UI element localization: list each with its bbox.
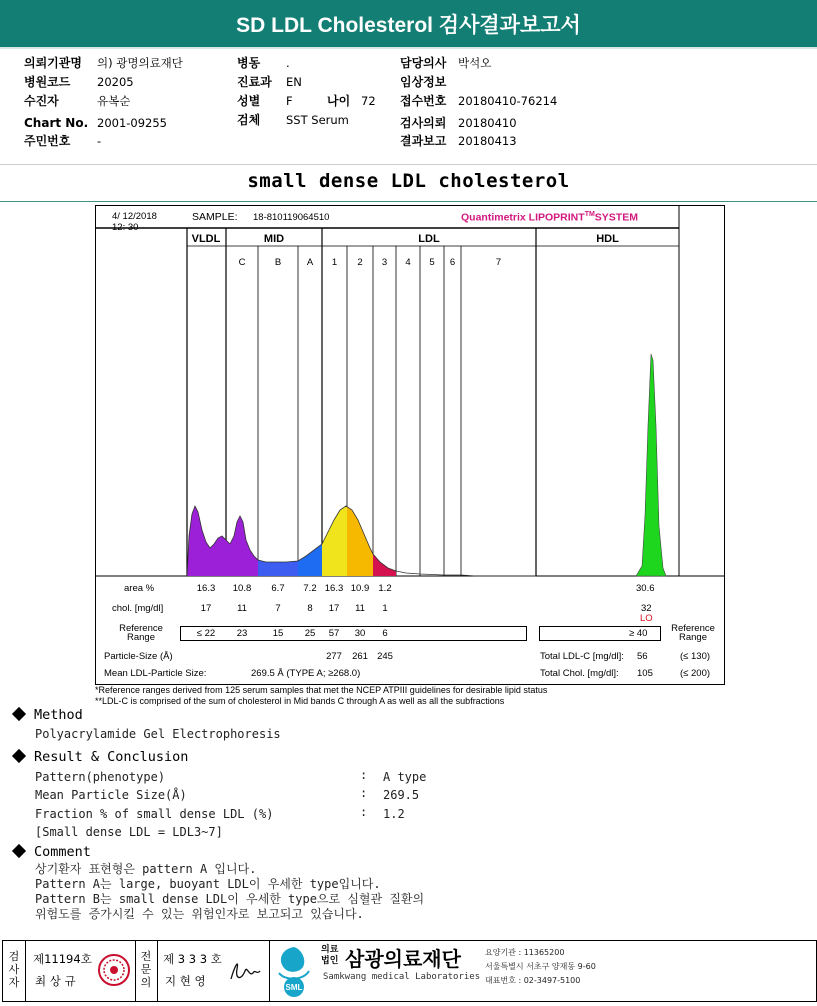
org-type-1: 의료 — [321, 945, 339, 955]
section-divider-bottom — [0, 201, 817, 202]
section-title: small dense LDL cholesterol — [247, 170, 570, 192]
method-heading-row — [14, 707, 83, 723]
info-label: 의뢰기관명 — [24, 56, 82, 70]
row-label-particle: Particle-Size (Å) — [104, 651, 173, 662]
specialist-name: 지 현 영 — [165, 974, 206, 988]
area-value: 16.3 — [324, 583, 344, 594]
info-label: 주민번호 — [24, 134, 71, 148]
ref-value: 15 — [272, 628, 284, 639]
ref-right-2: Range — [679, 632, 707, 643]
chol-value: 1 — [382, 603, 388, 614]
info-label: 성별 — [237, 94, 261, 108]
hdl-peak — [636, 354, 666, 576]
comment-text — [35, 862, 424, 922]
density-band-3 — [298, 544, 322, 576]
result-label: Fraction % of small dense LDL (%) — [35, 807, 274, 821]
specialist-cell — [157, 941, 270, 1001]
org-type-2: 법인 — [321, 956, 339, 966]
examiner-license: 제11194호 — [33, 952, 92, 966]
footnote-2: **LDL-C is comprised of the sum of cholesterol in Mid bands C through A as well as all the subfractions — [95, 696, 505, 706]
group-label-mid: MID — [263, 233, 285, 245]
info-value: SST Serum — [286, 113, 349, 127]
chol-value: 17 — [200, 603, 212, 614]
chol-hdl: 32 — [641, 603, 652, 614]
row-label-area: area % — [124, 583, 155, 594]
specialist-label: 전문의 — [140, 950, 152, 989]
result-label: Pattern(phenotype) — [35, 770, 166, 784]
comment-line: 위험도를 증가시킬 수 있는 위험인자로 보고되고 있습니다. — [35, 907, 364, 921]
result-value: 269.5 — [383, 788, 420, 802]
info-label: 임상정보 — [400, 75, 447, 89]
ref-hdl: ≥ 40 — [629, 628, 648, 639]
info-value: 20180410-76214 — [458, 94, 558, 108]
comment-line: Pattern B는 small dense LDL이 우세한 type으로 심혈관 질환의 — [35, 892, 425, 906]
footnote-1: *Reference ranges derived from 125 serum samples that met the NCEP ATPIII guidelines for desirable lipid status — [95, 685, 548, 695]
density-band-4 — [322, 506, 347, 576]
chol-value: 11 — [237, 603, 247, 614]
result-label: Mean Particle Size(Å) — [35, 788, 187, 802]
chol-value: 17 — [328, 603, 340, 614]
specialist-label-cell — [135, 941, 158, 1001]
footer-signature-block — [2, 940, 817, 1002]
result-colon: : — [360, 786, 368, 800]
info-label: 검사의뢰 — [400, 116, 447, 130]
info-value: EN — [286, 75, 302, 89]
method-heading: Method — [34, 707, 83, 723]
info-value: 20180413 — [458, 134, 517, 148]
comment-heading: Comment — [34, 844, 91, 860]
row-label-chol: chol. [mg/dl] — [112, 603, 164, 614]
result-heading-row — [14, 749, 188, 765]
examiner-seal-icon — [97, 953, 131, 987]
comment-line: 상기환자 표현형은 pattern A 입니다. — [35, 862, 257, 876]
diamond-bullet-icon — [12, 749, 26, 763]
electrophoresis-chart — [96, 206, 724, 684]
area-value: 7.2 — [303, 583, 317, 594]
band-label-6: 6 — [449, 257, 456, 268]
brand-name: Quantimetrix LIPOPRINT — [461, 211, 585, 224]
ref-value: 6 — [382, 628, 388, 639]
total-chol-label: Total Chol. [mg/dl]: — [540, 668, 619, 679]
diamond-bullet-icon — [12, 707, 26, 721]
patient-info — [0, 54, 817, 154]
org-english-name: Samkwang medical Laboratories — [323, 972, 481, 982]
comment-heading-row — [14, 844, 91, 860]
band-label-b: B — [274, 257, 282, 268]
info-label: 병원코드 — [24, 75, 71, 89]
band-label-a: A — [306, 257, 314, 268]
density-band-1 — [226, 516, 258, 576]
org-contact-1: 요양기관 : 11365200 — [485, 948, 565, 957]
result-colon: : — [360, 805, 368, 819]
total-ldl-value: 56 — [637, 651, 648, 662]
info-label: 접수번호 — [400, 94, 447, 108]
band-label-1: 1 — [331, 257, 338, 268]
info-value: 20180410 — [458, 116, 517, 130]
section-divider-top — [0, 164, 817, 165]
group-label-ldl: LDL — [418, 233, 440, 245]
band-label-4: 4 — [405, 257, 411, 268]
area-value: 10.9 — [350, 583, 370, 594]
org-contact — [485, 946, 596, 988]
info-label: 결과보고 — [400, 134, 447, 148]
group-label-vldl: VLDL — [191, 233, 221, 245]
total-chol-ref: (≤ 200) — [680, 668, 711, 679]
chol-value: 11 — [355, 603, 365, 614]
examiner-cell — [25, 941, 136, 1001]
info-value: F — [286, 94, 293, 108]
mean-value: 269.5 Å (TYPE A; ≥268.0) — [251, 668, 361, 679]
area-hdl: 30.6 — [636, 583, 655, 594]
report-title: SD LDL Cholesterol 검사결과보고서 — [236, 13, 581, 37]
row-label-reference-1: Reference — [119, 623, 163, 634]
result-heading: Result & Conclusion — [34, 749, 189, 765]
result-colon: : — [360, 768, 368, 782]
sml-logo-icon — [271, 943, 317, 999]
comment-line: Pattern A는 large, buoyant LDL이 우세한 type입니다. — [35, 877, 381, 891]
particle-value: 277 — [326, 651, 342, 662]
ref-right-label — [668, 624, 718, 642]
brand-tm: TM — [584, 211, 595, 218]
ref-value: 57 — [328, 628, 340, 639]
org-contact-2: 서울특별시 서초구 양재동 9-60 — [485, 962, 596, 971]
method-text: Polyacrylamide Gel Electrophoresis — [35, 727, 281, 741]
org-type — [321, 945, 338, 967]
total-ldl-ref: (≤ 130) — [680, 651, 711, 662]
info-value: . — [286, 56, 290, 70]
specialist-license: 제 3 3 3 호 — [163, 952, 222, 966]
sample-label: SAMPLE: — [192, 211, 238, 223]
area-value: 10.8 — [232, 583, 252, 594]
diamond-bullet-icon — [12, 844, 26, 858]
sml-logo-text: SML — [285, 983, 303, 992]
info-label: 병동 — [237, 56, 261, 70]
group-label-hdl: HDL — [596, 233, 619, 245]
density-band-5 — [347, 507, 373, 576]
ref-value: 23 — [236, 628, 248, 639]
chol-value: 8 — [307, 603, 313, 614]
result-value: A type — [383, 770, 427, 784]
info-value: 20205 — [97, 75, 134, 89]
org-name: 삼광의료재단 — [345, 947, 461, 971]
info-label: 검체 — [237, 113, 261, 127]
org-contact-3: 대표번호 : 02-3497-5100 — [485, 976, 581, 985]
density-band-0 — [187, 506, 226, 576]
density-band-2 — [258, 560, 298, 576]
band-label-c: C — [238, 257, 246, 268]
info-label: 담당의사 — [400, 56, 447, 70]
area-value: 1.2 — [378, 583, 392, 594]
band-label-2: 2 — [357, 257, 363, 268]
total-ldl-label: Total LDL-C [mg/dl]: — [540, 651, 624, 662]
band-label-5: 5 — [429, 257, 435, 268]
age-label: 나이 — [327, 94, 351, 108]
examiner-label: 검사자 — [8, 950, 20, 989]
info-value: 2001-09255 — [97, 116, 167, 130]
band-label-7: 7 — [495, 257, 502, 268]
ref-value: ≤ 22 — [196, 628, 216, 639]
row-label-reference-2: Range — [127, 632, 155, 643]
particle-value: 261 — [352, 651, 368, 662]
lipoprint-report — [95, 205, 725, 685]
info-value: 박석오 — [458, 56, 492, 70]
info-value: 유복순 — [97, 94, 131, 108]
chol-hdl-flag: LO — [640, 613, 653, 624]
brand-suffix: SYSTEM — [594, 211, 638, 224]
info-label: Chart No. — [24, 116, 89, 130]
sample-id: 18-810119064510 — [253, 212, 330, 223]
row-label-reference — [116, 624, 166, 642]
band-label-3: 3 — [381, 257, 388, 268]
result-note: [Small dense LDL = LDL3~7] — [35, 825, 223, 839]
total-chol-value: 105 — [637, 668, 653, 679]
report-time: 12: 30 — [112, 222, 139, 233]
result-value: 1.2 — [383, 807, 405, 821]
info-label: 수진자 — [24, 94, 59, 108]
examiner-label-cell — [3, 941, 26, 1001]
examiner-name: 최 상 규 — [35, 974, 76, 988]
age-value: 72 — [361, 94, 376, 108]
info-label: 진료과 — [237, 75, 272, 89]
banner-divider — [0, 47, 817, 49]
area-value: 16.3 — [196, 583, 216, 594]
ref-value: 25 — [304, 628, 316, 639]
report-date: 4/ 12/2018 — [112, 211, 157, 222]
row-label-mean: Mean LDL-Particle Size: — [104, 668, 207, 679]
signature-icon — [227, 955, 263, 987]
ref-right-1: Reference — [671, 623, 715, 634]
footnotes — [95, 685, 547, 707]
info-value: - — [97, 134, 102, 148]
area-value: 6.7 — [271, 583, 285, 594]
ref-value: 30 — [354, 628, 366, 639]
info-value: 의) 광명의료재단 — [97, 56, 183, 70]
particle-value: 245 — [377, 651, 393, 662]
report-title-banner — [0, 0, 817, 47]
chol-value: 7 — [275, 603, 281, 614]
